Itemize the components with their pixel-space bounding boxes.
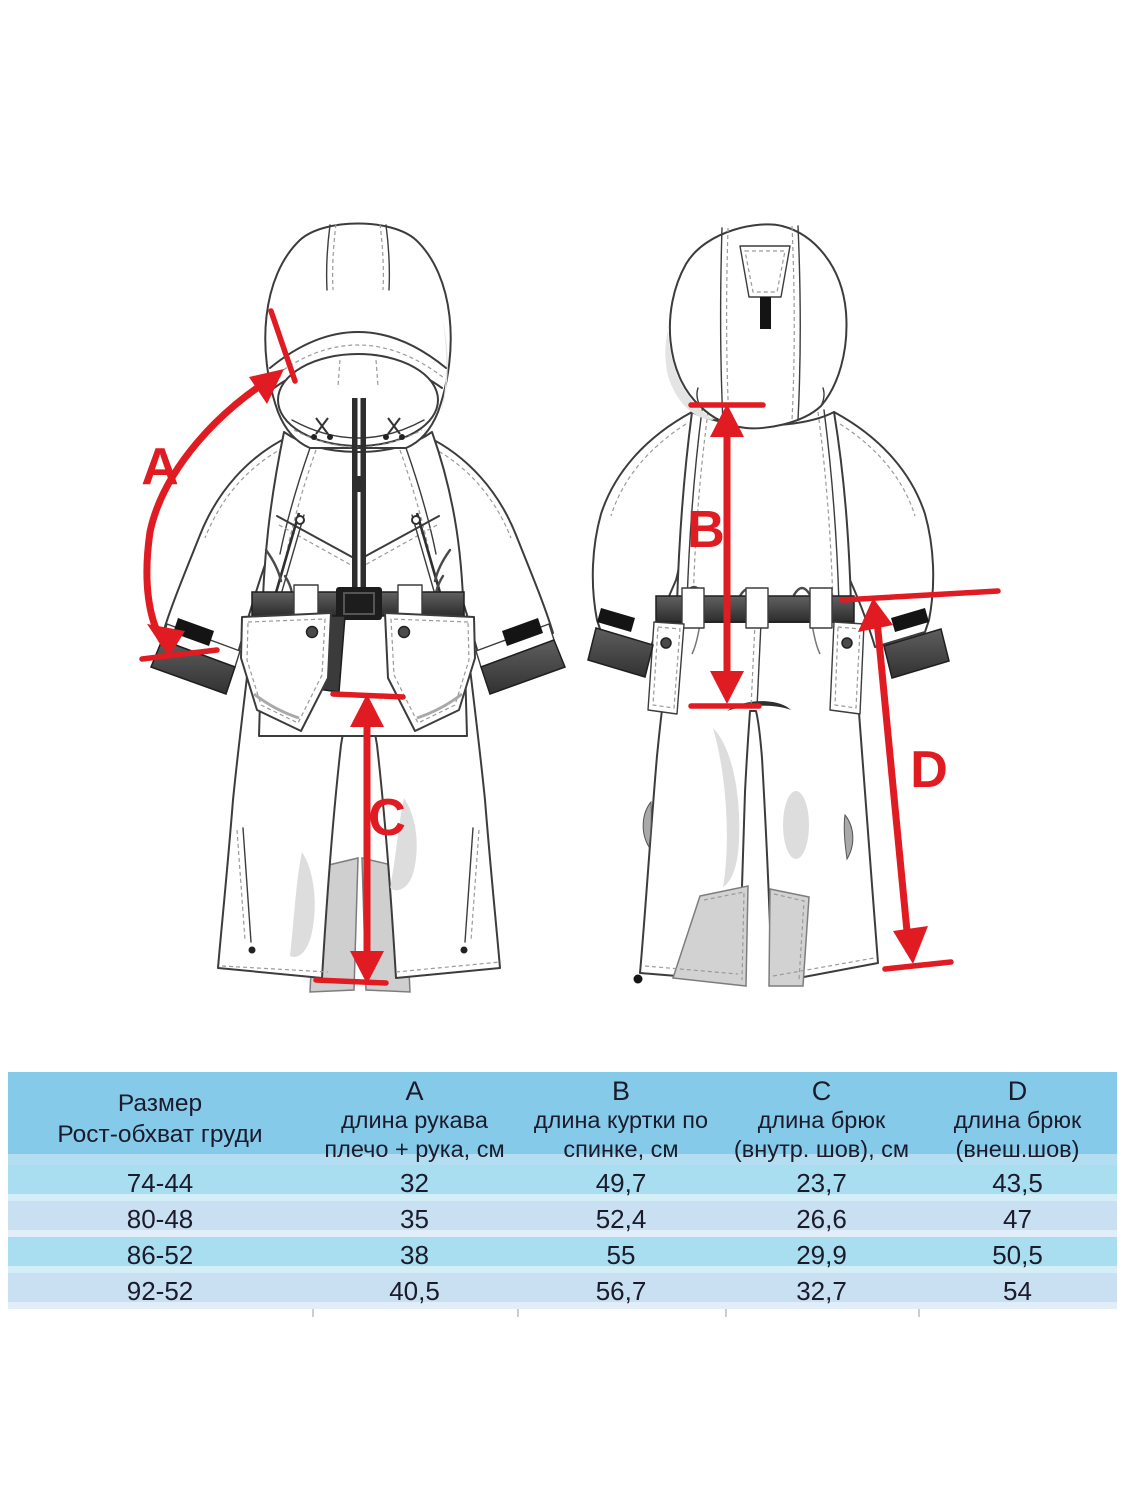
back-right-side-flap [830,622,864,714]
front-belt-buckle [336,587,382,620]
cell-b: 55 [606,1240,636,1270]
back-belt-loop-2 [746,588,768,628]
measure-b-label: B [687,501,725,559]
cell-c: 23,7 [796,1168,847,1198]
column-divider-stub [725,1309,727,1317]
table-row [8,1165,1117,1201]
cell-c: 32,7 [796,1276,847,1306]
cell-c: 26,6 [796,1204,847,1234]
front-view-figure [151,224,565,993]
cell-b: 52,4 [595,1204,647,1234]
cell-b: 56,7 [595,1276,647,1306]
column-divider-stub [517,1309,519,1317]
measure-c-label: C [368,789,406,847]
col-header-d: D длина брюк (внеш.шов) [953,1076,1082,1162]
cell-b: 49,7 [595,1168,647,1198]
cell-d: 50,5 [992,1240,1043,1270]
cell-size: 80-48 [126,1204,194,1234]
back-right-cuff [884,608,949,678]
garment-size-diagram [0,180,1125,1010]
back-belt-loop-1 [682,588,704,628]
back-belt-loop-3 [810,588,832,628]
cell-d: 43,5 [992,1168,1043,1198]
back-view-figure [588,224,949,986]
cell-size: 74-44 [126,1168,194,1198]
cell-d: 54 [1003,1276,1032,1306]
size-table [8,1072,1117,1309]
back-hem-toggle [634,975,643,984]
col-header-b: B длина куртки по спинке, см [533,1076,709,1162]
size-table-header [8,1072,1117,1165]
col-header-size [8,1072,312,1165]
table-row [8,1237,1117,1273]
cell-size: 92-52 [126,1276,194,1306]
back-right-gaiter [769,889,809,986]
hood-face-opening [278,354,438,446]
col-header-a: A длина рукава плечо + рука, см [324,1076,505,1162]
cell-size: 86-52 [126,1240,194,1270]
table-row [8,1273,1117,1309]
col-header-c: C длина брюк (внутр. шов), см [733,1076,910,1162]
col-header-size-line1: Размер [117,1089,203,1117]
front-left-leg-zipper-pull [249,947,256,954]
cell-d: 47 [1003,1204,1032,1234]
cell-a: 32 [400,1168,429,1198]
back-left-side-flap [648,622,684,714]
cell-a: 40,5 [389,1276,440,1306]
measure-d-label: D [910,741,948,799]
measure-a-label: A [141,438,179,496]
column-divider-stub [312,1309,314,1317]
col-header-size-line2: Рост-обхват груди [57,1120,263,1148]
cell-c: 29,9 [796,1240,847,1270]
cell-a: 38 [400,1240,429,1270]
table-row [8,1201,1117,1237]
front-right-leg-zipper-pull [461,947,468,954]
cell-a: 35 [400,1204,429,1234]
column-divider-stub [918,1309,920,1317]
